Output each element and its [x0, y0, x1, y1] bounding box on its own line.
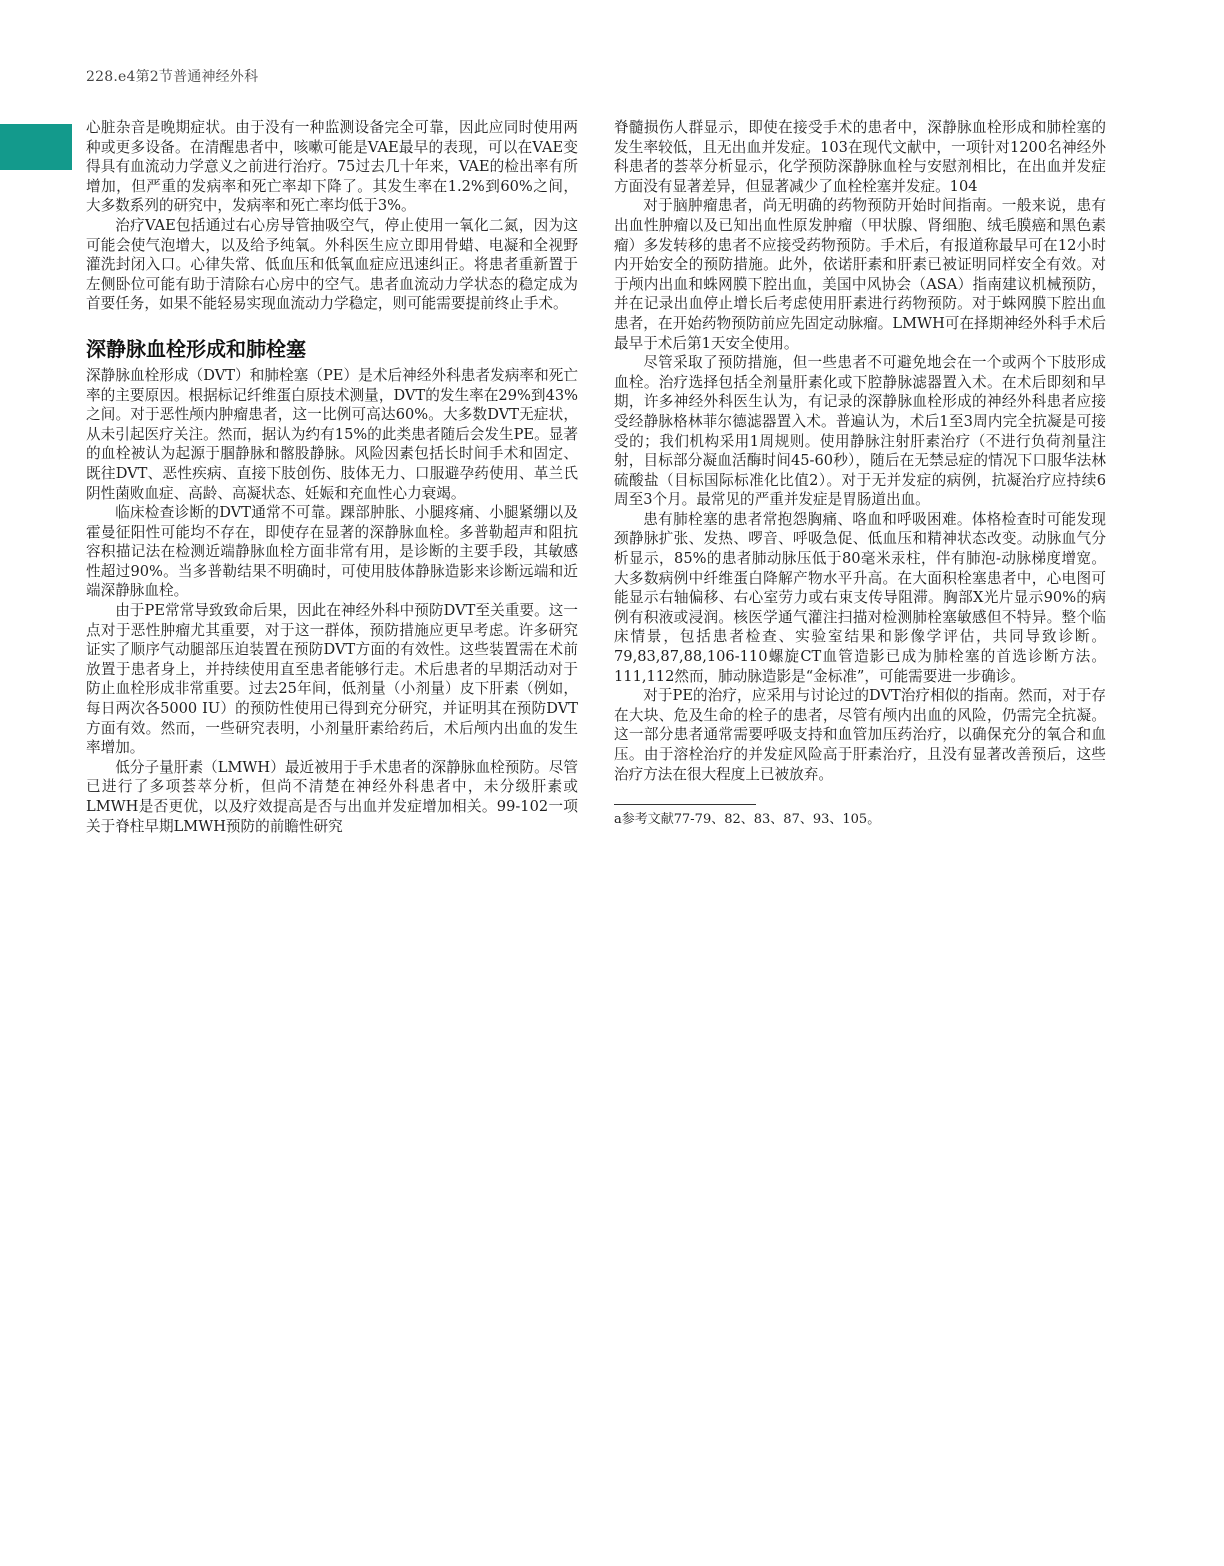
chapter-edge-tab — [0, 124, 72, 170]
right-paragraph-3: 尽管采取了预防措施，但一些患者不可避免地会在一个或两个下肢形成血栓。治疗选择包括全剂量肝素化或下腔静脉滤器置入术。在术后即刻和早期，许多神经外科医生认为，有记录的深静脉血栓形成的神经外科患者应接受经静脉格林菲尔德滤器置入术。普遍认为，术后1至3周内完全抗凝是可接受的；我们机构采用1周规则。使用静脉注射肝素治疗（不进行负荷剂量注射，目标部分凝血活酶时间45-60秒），随后在无禁忌症的情况下口服华法林硫酸盐（目标国际标准化比值2）。对于无并发症的病例，抗凝治疗应持续6周至3个月。最常见的严重并发症是胃肠道出血。 — [614, 354, 1106, 509]
left-column — [86, 118, 578, 836]
right-paragraph-4: 患有肺栓塞的患者常抱怨胸痛、咯血和呼吸困难。体格检查时可能发现颈静脉扩张、发热、啰音、呼吸急促、低血压和精神状态改变。动脉血气分析显示，85%的患者肺动脉压低于80毫米汞柱，伴有肺泡-动脉梯度增宽。大多数病例中纤维蛋白降解产物水平升高。在大面积栓塞患者中，心电图可能显示右轴偏移、右心室劳力或右束支传导阻滞。胸部X光片显示90%的病例有积液或浸润。核医学通气灌注扫描对检测肺栓塞敏感但不特异。整个临床情景，包括患者检查、实验室结果和影像学评估，共同导致诊断。79,83,87,88,106-110螺旋CT血管造影已成为肺栓塞的首选诊断方法。111,112然而，肺动脉造影是“金标准”，可能需要进一步确诊。 — [614, 510, 1106, 685]
right-column — [614, 118, 1106, 829]
footnote-rule — [614, 804, 756, 805]
right-paragraph-2: 对于脑肿瘤患者，尚无明确的药物预防开始时间指南。一般来说，患有出血性肿瘤以及已知出血性原发肿瘤（甲状腺、肾细胞、绒毛膜癌和黑色素瘤）多发转移的患者不应接受药物预防。手术后，有报道称最早可在12小时内开始安全的预防措施。此外，依诺肝素和肝素已被证明同样安全有效。对于颅内出血和蛛网膜下腔出血，美国中风协会（ASA）指南建议机械预防，并在记录出血停止增长后考虑使用肝素进行药物预防。对于蛛网膜下腔出血患者，在开始药物预防前应先固定动脉瘤。LMWH可在择期神经外科手术后最早于术后第1天安全使用。 — [614, 197, 1106, 352]
left-paragraph-4: 临床检查诊断的DVT通常不可靠。踝部肿胀、小腿疼痛、小腿紧绷以及霍曼征阳性可能均不存在，即使存在显著的深静脉血栓。多普勒超声和阻抗容积描记法在检测近端静脉血栓方面非常有用，是诊断的主要手段，其敏感性超过90%。当多普勒结果不明确时，可使用肢体静脉造影来诊断远端和近端深静脉血栓。 — [86, 504, 578, 600]
left-paragraph-2: 治疗VAE包括通过右心房导管抽吸空气，停止使用一氧化二氮，因为这可能会使气泡增大，以及给予纯氧。外科医生应立即用骨蜡、电凝和全视野灌洗封闭入口。心律失常、低血压和低氧血症应迅速纠正。将患者重新置于左侧卧位可能有助于清除右心房中的空气。患者血流动力学状态的稳定成为首要任务，如果不能轻易实现血流动力学稳定，则可能需要提前终止手术。 — [86, 216, 578, 313]
section-heading: 深静脉血栓形成和肺栓塞 — [86, 336, 306, 361]
right-paragraph-1: 脊髓损伤人群显示，即使在接受手术的患者中，深静脉血栓形成和肺栓塞的发生率较低，且无出血并发症。103在现代文献中，一项针对1200名神经外科患者的荟萃分析显示，化学预防深静脉血栓与安慰剂相比，在出血并发症方面没有显著差异，但显著减少了血栓栓塞并发症。104 — [614, 119, 1106, 195]
left-paragraph-6: 低分子量肝素（LMWH）最近被用于手术患者的深静脉血栓预防。尽管已进行了多项荟萃分析，但尚不清楚在神经外科患者中，未分级肝素或LMWH是否更优，以及疗效提高是否与出血并发症增加相关。99-102一项关于脊柱早期LMWH预防的前瞻性研究 — [86, 758, 578, 835]
right-paragraph-5: 对于PE的治疗，应采用与讨论过的DVT治疗相似的指南。然而，对于存在大块、危及生命的栓子的患者，尽管有颅内出血的风险，仍需完全抗凝。这一部分患者通常需要呼吸支持和血管加压药治疗，以确保充分的氧合和血压。由于溶栓治疗的并发症风险高于肝素治疗，且没有显著改善预后，这些治疗方法在很大程度上已被放弃。 — [614, 687, 1106, 783]
left-paragraph-5: 由于PE常常导致致命后果，因此在神经外科中预防DVT至关重要。这一点对于恶性肿瘤尤其重要，对于这一群体，预防措施应更早考虑。许多研究证实了顺序气动腿部压迫装置在预防DVT方面的有效性。这些装置需在术前放置于患者身上，并持续使用直至患者能够行走。术后患者的早期活动对于防止血栓形成非常重要。过去25年间，低剂量（小剂量）皮下肝素（例如，每日两次各5000 IU）的预防性使用已得到充分研究，并证明其在预防DVT方面有效。然而，一些研究表明，小剂量肝素给药后，术后颅内出血的发生率增加。 — [86, 602, 578, 757]
footnote: a参考文献77-79、82、83、87、93、105。 — [614, 812, 881, 828]
running-head: 228.e4第2节普通神经外科 — [86, 69, 259, 85]
left-paragraph-1: 心脏杂音是晚期症状。由于没有一种监测设备完全可靠，因此应同时使用两种或更多设备。在清醒患者中，咳嗽可能是VAE最早的表现，可以在VAE变得具有血流动力学意义之前进行治疗。75过去几十年来，VAE的检出率有所增加，但严重的发病率和死亡率却下降了。其发生率在1.2%到60%之间，大多数系列的研究中，发病率和死亡率均低于3%。 — [86, 119, 578, 215]
left-paragraph-3: 深静脉血栓形成（DVT）和肺栓塞（PE）是术后神经外科患者发病率和死亡率的主要原因。根据标记纤维蛋白原技术测量，DVT的发生率在29%到43%之间。对于恶性颅内肿瘤患者，这一比例可高达60%。大多数DVT无症状，从未引起医疗关注。然而，据认为约有15%的此类患者随后会发生PE。显著的血栓被认为起源于腘静脉和髂股静脉。风险因素包括长时间手术和固定、既往DVT、恶性疾病、直接下肢创伤、肢体无力、口服避孕药使用、革兰氏阴性菌败血症、高龄、高凝状态、妊娠和充血性心力衰竭。 — [86, 366, 578, 502]
